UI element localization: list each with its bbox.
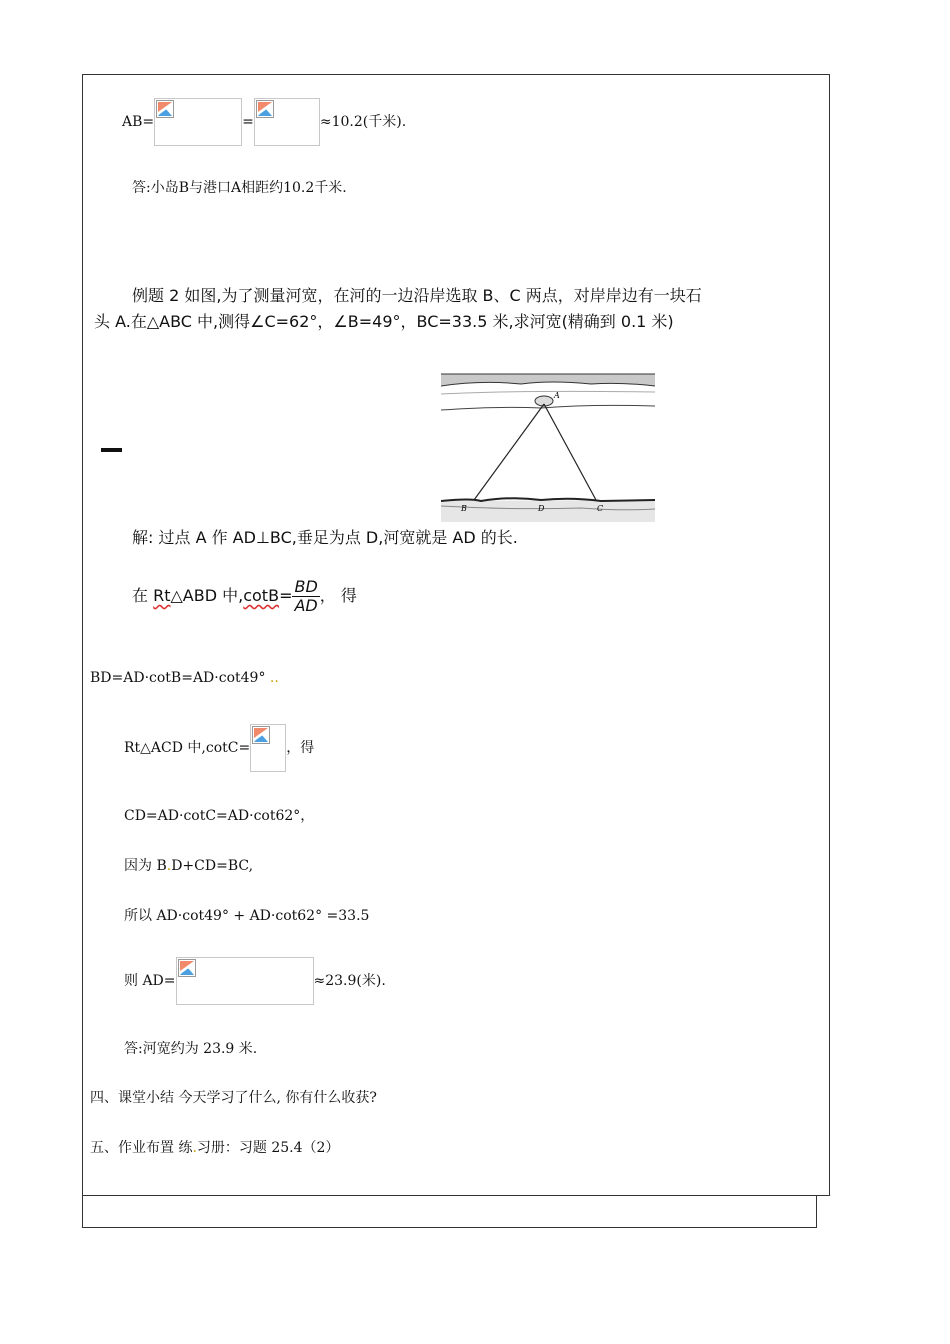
label-a: A: [554, 391, 560, 400]
example-2-line-2: 头 A.在△ABC 中,测得∠C=62°，∠B=49°，BC=33.5 米,求河宽(精确到 0.1 米): [94, 312, 674, 331]
footer-frame: [82, 1196, 817, 1228]
rt-acd-line: Rt△ACD 中,cotC= ，得: [124, 724, 314, 772]
label-d: D: [538, 504, 545, 513]
ab-equation: AB= = ≈10.2(千米).: [122, 98, 406, 146]
so-equation: 所以 AD·cot49° + AD·cot62° =33.5: [124, 908, 370, 924]
answer-1: 答:小岛B与港口A相距约10.2千米.: [132, 180, 347, 196]
rt-abd-line: 在 Rt△ABD 中,cotB= $\frac{BD}{AD}$ ， 得: [132, 577, 357, 615]
broken-image-icon: [256, 100, 274, 118]
solution-line: 解: 过点 A 作 AD⊥BC,垂足为点 D,河宽就是 AD 的长.: [132, 528, 518, 547]
because-line: 因为 B.D+CD=BC,: [124, 858, 254, 874]
then-ad-line: 则 AD= ≈23.9(米).: [124, 957, 386, 1005]
broken-image-icon: [178, 959, 196, 977]
example-2-line-1: 例题 2 如图,为了测量河宽，在河的一边沿岸选取 B、C 两点，对岸岸边有一块石: [132, 286, 702, 305]
section-4-summary: 四、课堂小结 今天学习了什么, 你有什么收获?: [90, 1090, 377, 1106]
content-frame: [82, 74, 830, 1196]
broken-image-icon: [156, 100, 174, 118]
dash-mark: [101, 448, 122, 452]
broken-image-placeholder: [154, 98, 242, 146]
broken-image-placeholder: [250, 724, 286, 772]
fraction-bd-ad: $\frac{BD}{AD}$: [294, 577, 318, 615]
broken-image-placeholder: [176, 957, 314, 1005]
broken-image-placeholder: [254, 98, 320, 146]
section-5-homework: 五、作业布置 练.习册：习题 25.4（2）: [90, 1140, 340, 1156]
label-b: B: [461, 504, 467, 513]
river-figure: [441, 370, 655, 522]
answer-2: 答:河宽约为 23.9 米.: [124, 1041, 258, 1057]
label-c: C: [597, 504, 604, 513]
bd-equation: BD=AD·cotB=AD·cot49° ..: [90, 670, 279, 686]
broken-image-icon: [252, 726, 270, 744]
cd-equation: CD=AD·cotC=AD·cot62°，: [124, 808, 315, 824]
